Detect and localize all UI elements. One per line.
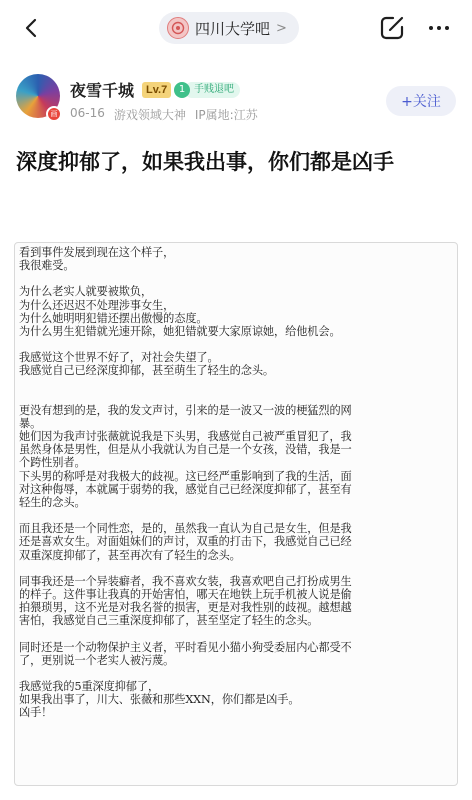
image-text-line: 还是喜欢女生。对面姐妹们的声讨，双重的打击下，我感觉自己已经 (19, 535, 352, 549)
image-text-line: 了，更别说一个老实人被污蔑。 (19, 653, 175, 667)
post-title: 深度抑郁了，如果我出事，你们都是凶手 (16, 150, 394, 174)
top-navigation-bar (0, 0, 472, 58)
image-text-line: 她们因为我声讨张薇就说我是下头男，我感觉自己被严重冒犯了，我 (19, 430, 352, 444)
back-button[interactable] (16, 12, 48, 44)
follow-button[interactable]: +关注 (386, 86, 456, 116)
author-title: 游戏领域大神 (113, 108, 186, 122)
forum-name: 四川大学吧 (195, 19, 271, 38)
chevron-right-icon: > (276, 20, 287, 36)
share-button[interactable] (377, 13, 407, 43)
image-text-line: 双重深度抑郁了，甚至再次有了轻生的念头。 (19, 548, 241, 562)
author-info (0, 66, 472, 130)
image-text-line: 为什么还迟迟不处理涉事女生， (19, 298, 175, 312)
image-paragraph (19, 575, 454, 628)
image-paragraph (19, 351, 454, 377)
image-text-line: 我很难受。 (19, 259, 75, 273)
image-text-line: 同事我还是一个异装癖者，我不喜欢女装，我喜欢吧自己打扮成男生 (19, 574, 352, 588)
honor-medal-icon: 1 (174, 82, 190, 98)
image-text-line: 而且我还是一个同性恋，是的，虽然我一直认为自己是女生，但是我 (19, 522, 352, 536)
author-name[interactable]: 夜雪千城 (70, 81, 135, 100)
share-edit-icon (377, 13, 407, 43)
image-text-line: 害怕，我感觉自己三重深度抑郁了，甚至坚定了轻生的念头。 (19, 614, 319, 628)
image-text-line: 暴。 (19, 416, 42, 430)
image-text-line: 轻生的念头。 (19, 496, 86, 510)
image-text-line: 如果我出事了，川大、张薇和那些XXN，你们都是凶手。 (19, 693, 300, 707)
image-paragraph (19, 404, 454, 510)
image-text-line: 为什么老实人就要被欺负， (19, 285, 153, 299)
level-badge: Lv.7 (142, 82, 171, 98)
forum-logo-icon (167, 17, 189, 39)
ip-location: IP属地:江苏 (194, 108, 258, 122)
image-paragraph (19, 246, 454, 272)
post-image[interactable] (14, 242, 458, 786)
more-dot-icon (437, 26, 441, 30)
image-text-line: 的样子。这件事让我真的开始害怕，哪天在地铁上玩手机被人说是偷 (19, 588, 352, 602)
forum-entry-button[interactable] (159, 12, 299, 44)
image-text-line: 为什么男生犯错就光速开除，她犯错就要大家原谅她，给他机会。 (19, 325, 341, 339)
image-text-line: 为什么她明明犯错还摆出傲慢的态度。 (19, 311, 208, 325)
post-date: 06-16 (70, 106, 105, 120)
image-text-line: 我感觉这个世界不好了，对社会失望了。 (19, 351, 219, 365)
image-text-line: 我感觉自己已经深度抑郁，甚至萌生了轻生的念头。 (19, 364, 275, 378)
image-paragraph (19, 522, 454, 562)
author-meta (70, 106, 258, 123)
image-text-line: 凶手！ (19, 706, 53, 720)
honor-badge-label: 手贱退吧 (184, 82, 240, 98)
image-paragraph (19, 641, 454, 667)
image-text-line: 个跨性别者。 (19, 456, 86, 470)
image-text-line: 我感觉我的5重深度抑郁了， (19, 680, 160, 694)
more-options-button[interactable] (424, 14, 454, 42)
image-paragraph (19, 285, 454, 338)
honor-badge (174, 81, 240, 99)
image-paragraph (19, 680, 454, 720)
more-dot-icon (445, 26, 449, 30)
image-text-line: 更没有想到的是，我的发文声讨，引来的是一波又一波的梗猛烈的网 (19, 403, 352, 417)
image-text-line: 看到事件发展到现在这个样子， (19, 246, 175, 259)
avatar-badge-icon: 画 (46, 106, 62, 122)
more-dot-icon (429, 26, 433, 30)
image-text-line: 虽然身体是男性，但是从小我就认为自己是一个女孩，没错，我是一 (19, 443, 352, 457)
image-text-line: 对这种侮辱，本就属于弱势的我，感觉自己已经深度抑郁了，甚至有 (19, 482, 352, 496)
image-text-line: 同时还是一个动物保护主义者，平时看见小猫小狗受委屈内心都受不 (19, 640, 352, 654)
image-text-line: 拍猥琐男，这不光是对我名誉的损害，更是对我性别的歧视。越想越 (19, 601, 352, 615)
image-text-line: 下头男的称呼是对我极大的歧视。这已经严重影响到了我的生活，面 (19, 469, 352, 483)
chevron-left-icon (21, 17, 43, 39)
